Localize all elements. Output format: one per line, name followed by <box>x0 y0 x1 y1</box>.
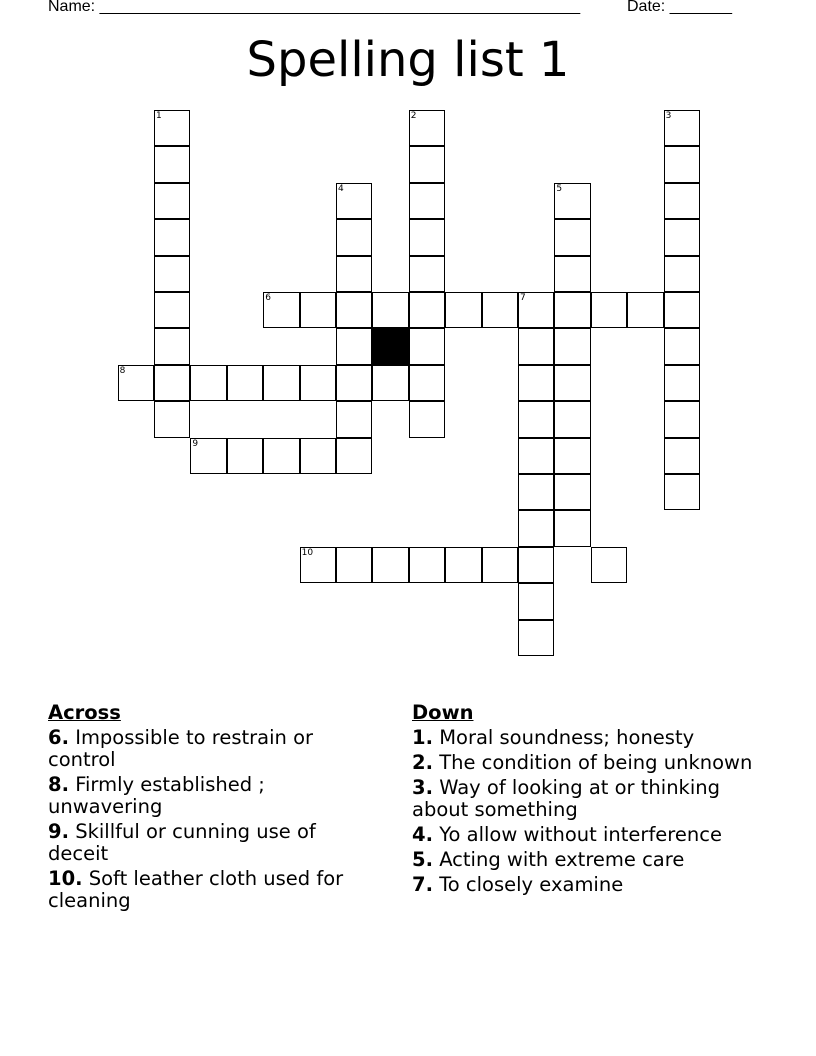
grid-cell[interactable] <box>263 438 299 474</box>
grid-cell[interactable] <box>409 365 445 401</box>
clue-number: 2. <box>412 751 433 774</box>
cell-number: 6 <box>265 293 271 303</box>
cell-number: 3 <box>665 111 672 121</box>
grid-cell[interactable] <box>664 183 700 219</box>
page-title: Spelling list 1 <box>246 32 570 88</box>
grid-cell[interactable] <box>154 110 190 146</box>
grid-cell[interactable] <box>154 256 190 292</box>
grid-cell[interactable] <box>336 401 372 437</box>
grid-cell[interactable] <box>664 438 700 474</box>
down-heading: Down <box>412 701 474 724</box>
clue-number: 9. <box>48 820 69 843</box>
grid-cell[interactable] <box>518 292 554 328</box>
clue-down-4 <box>412 824 762 846</box>
grid-cell[interactable] <box>336 328 372 364</box>
grid-cell[interactable] <box>554 474 590 510</box>
grid-cell[interactable] <box>227 438 263 474</box>
clue-number: 8. <box>48 773 69 796</box>
clue-number: 4. <box>412 823 433 846</box>
across-heading: Across <box>48 701 121 724</box>
clue-text: To closely examine <box>439 873 624 896</box>
cell-number: 2 <box>410 111 417 121</box>
grid-cell[interactable] <box>336 219 372 255</box>
grid-cell[interactable] <box>482 292 518 328</box>
grid-cell[interactable] <box>518 438 554 474</box>
grid-cell[interactable] <box>409 401 445 437</box>
grid-cell[interactable] <box>518 547 554 583</box>
clue-number: 7. <box>412 873 433 896</box>
grid-cell[interactable] <box>554 510 590 546</box>
grid-cell[interactable] <box>664 401 700 437</box>
clue-text: Impossible to restrain or control <box>48 726 314 771</box>
clue-number: 6. <box>48 726 69 749</box>
cell-number: 9 <box>192 438 199 449</box>
clue-text: Skillful or cunning use of deceit <box>48 820 316 865</box>
cell-number: 8 <box>119 365 126 376</box>
clue-text: Moral soundness; honesty <box>439 726 695 749</box>
cell-number: 7 <box>520 293 526 303</box>
grid-cell[interactable] <box>554 401 590 437</box>
grid-cell[interactable] <box>554 292 590 328</box>
grid-cell[interactable] <box>664 256 700 292</box>
clue-text: Firmly established ; unwavering <box>48 773 265 818</box>
grid-cell[interactable] <box>227 365 263 401</box>
date-line: Date: _______ <box>627 0 732 15</box>
grid-cell[interactable] <box>336 292 372 328</box>
clue-number: 3. <box>412 776 433 799</box>
grid-cell[interactable] <box>154 401 190 437</box>
clue-text: Yo allow without interference <box>439 823 722 846</box>
grid-cell[interactable] <box>554 328 590 364</box>
grid-cell[interactable] <box>409 328 445 364</box>
grid-cell[interactable] <box>154 365 190 401</box>
down-clues <box>412 702 762 899</box>
name-line: Name: ______________________________________________________ <box>48 0 581 15</box>
grid-cell[interactable] <box>518 583 554 619</box>
clue-down-3 <box>412 777 762 821</box>
grid-cell[interactable] <box>154 183 190 219</box>
grid-cell[interactable] <box>518 620 554 656</box>
grid-cell[interactable] <box>518 328 554 364</box>
grid-cell[interactable] <box>190 438 226 474</box>
grid-cell[interactable] <box>409 292 445 328</box>
grid-cell[interactable] <box>409 256 445 292</box>
grid-cell[interactable] <box>664 146 700 182</box>
clue-text: Soft leather cloth used for cleaning <box>48 867 344 912</box>
clue-down-7 <box>412 874 762 896</box>
grid-cell[interactable] <box>154 292 190 328</box>
grid-cell[interactable] <box>554 219 590 255</box>
grid-cell[interactable] <box>518 510 554 546</box>
grid-cell[interactable] <box>664 110 700 146</box>
grid-cell[interactable] <box>336 183 372 219</box>
cell-number: 1 <box>156 111 162 121</box>
grid-cell[interactable] <box>664 292 700 328</box>
grid-cell[interactable] <box>664 474 700 510</box>
grid-cell[interactable] <box>664 219 700 255</box>
grid-cell[interactable] <box>518 365 554 401</box>
cell-number: 5 <box>556 183 563 194</box>
grid-cell[interactable] <box>372 547 408 583</box>
grid-cell[interactable] <box>554 183 590 219</box>
grid-cell[interactable] <box>336 438 372 474</box>
clue-across-9 <box>48 821 378 865</box>
across-clues <box>48 702 378 915</box>
grid-cell[interactable] <box>300 365 336 401</box>
clue-across-6 <box>48 727 378 771</box>
grid-cell[interactable] <box>300 438 336 474</box>
grid-cell[interactable] <box>336 256 372 292</box>
grid-cell[interactable] <box>554 438 590 474</box>
grid-cell[interactable] <box>482 547 518 583</box>
grid-cell[interactable] <box>409 146 445 182</box>
grid-cell[interactable] <box>591 292 627 328</box>
grid-cell[interactable] <box>154 146 190 182</box>
grid-cell[interactable] <box>372 365 408 401</box>
grid-block <box>372 328 408 364</box>
grid-cell[interactable] <box>300 547 336 583</box>
grid-cell[interactable] <box>409 110 445 146</box>
grid-cell[interactable] <box>409 219 445 255</box>
grid-cell[interactable] <box>664 365 700 401</box>
grid-cell[interactable] <box>518 401 554 437</box>
grid-cell[interactable] <box>154 219 190 255</box>
cell-number: 10 <box>301 547 314 558</box>
clue-number: 5. <box>412 848 433 871</box>
clue-down-2 <box>412 752 762 774</box>
grid-cell[interactable] <box>336 547 372 583</box>
grid-cell[interactable] <box>627 292 663 328</box>
clue-across-10 <box>48 868 378 912</box>
grid-cell[interactable] <box>664 328 700 364</box>
grid-cell[interactable] <box>300 292 336 328</box>
clue-number: 10. <box>48 867 83 890</box>
grid-cell[interactable] <box>409 547 445 583</box>
grid-cell[interactable] <box>154 328 190 364</box>
clue-text: Way of looking at or thinking about something <box>412 776 720 821</box>
grid-cell[interactable] <box>554 365 590 401</box>
clue-number: 1. <box>412 726 433 749</box>
grid-cell[interactable] <box>445 292 481 328</box>
clue-down-5 <box>412 849 762 871</box>
clue-text: Acting with extreme care <box>439 848 685 871</box>
grid-cell[interactable] <box>554 256 590 292</box>
grid-cell[interactable] <box>190 365 226 401</box>
grid-cell[interactable] <box>518 474 554 510</box>
grid-cell[interactable] <box>336 365 372 401</box>
grid-cell[interactable] <box>445 547 481 583</box>
clue-across-8 <box>48 774 378 818</box>
clue-text: The condition of being unknown <box>439 751 753 774</box>
grid-cell[interactable] <box>263 292 299 328</box>
grid-cell[interactable] <box>118 365 154 401</box>
grid-cell[interactable] <box>372 292 408 328</box>
grid-cell[interactable] <box>591 547 627 583</box>
clue-down-1 <box>412 727 762 749</box>
grid-cell[interactable] <box>263 365 299 401</box>
grid-cell[interactable] <box>409 183 445 219</box>
cell-number: 4 <box>338 183 344 194</box>
